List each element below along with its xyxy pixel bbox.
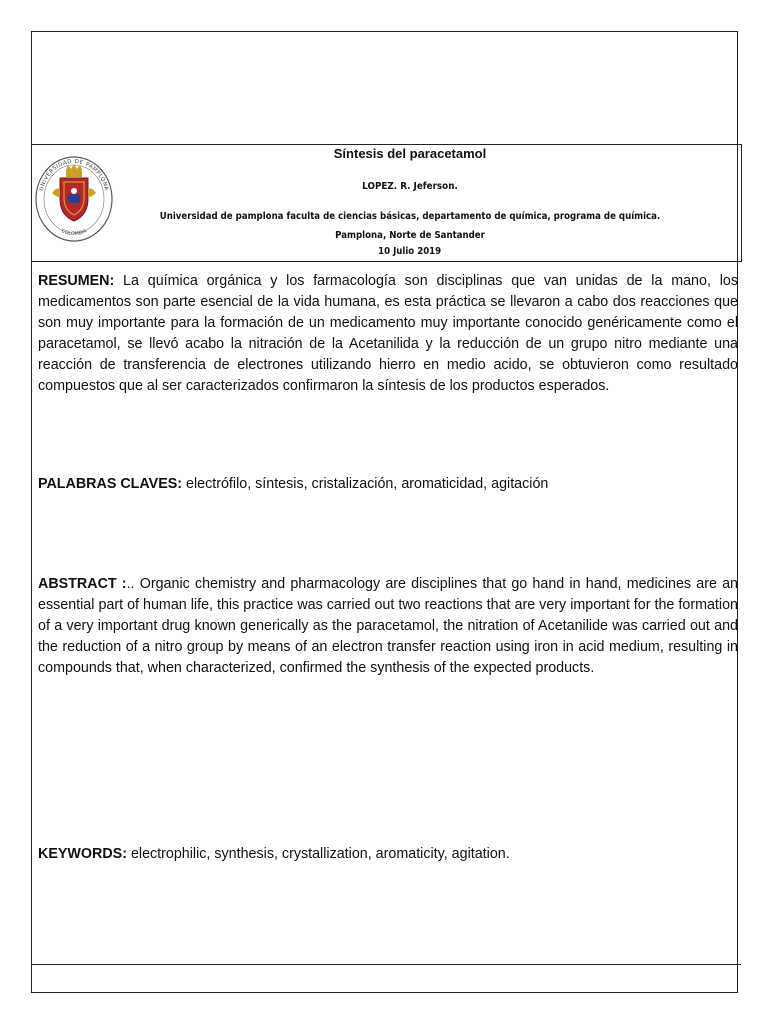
- author-name: LOPEZ. R. Jeferson.: [362, 181, 458, 192]
- keywords-paragraph: [38, 844, 738, 865]
- resumen-paragraph: [38, 271, 738, 397]
- keywords-text: electrophilic, synthesis, crystallization, aromaticity, agitation.: [126, 846, 510, 862]
- keywords-label: KEYWORDS:: [38, 846, 127, 862]
- paper-date: 10 Julio 2019: [378, 246, 442, 257]
- paper-title: Síntesis del paracetamol: [333, 146, 487, 161]
- affiliation-line-2: Pamplona, Norte de Santander: [335, 230, 485, 241]
- palabras-claves-paragraph: [38, 474, 738, 495]
- footer-divider: [31, 964, 741, 965]
- abstract-paragraph: [38, 574, 738, 679]
- palabras-claves-text: electrófilo, síntesis, cristalización, aromaticidad, agitación: [182, 476, 549, 492]
- abstract-text: .. Organic chemistry and pharmacology are disciplines that go hand in hand, medicines are an essential part of human life, this practice was carried out two reactions that are very important for the formation of a very important drug known generically as the paracetamol, the nitration of Acetanilide was carried out and the reduction of a nitro group by means of an electron transfer reaction using iron in acid medium, resulting in compounds that, when characterized, confirmed the synthesis of the expected products.: [38, 576, 738, 676]
- affiliation-line-1: Universidad de pamplona faculta de ciencias básicas, departamento de química, programa de química.: [159, 211, 661, 222]
- resumen-label: RESUMEN:: [38, 273, 115, 289]
- resumen-text: La química orgánica y los farmacología son disciplinas que van unidas de la mano, los medicamentos son parte esencial de la vida humana, es esta práctica se llevaron a cabo dos reacciones que son muy importante para la formación de un medicamento muy importante conocido genéricamente como el paracetamol, se llevó acabo la nitración de la Acetanilida y la reducción de un grupo nitro mediante una reacción de transferencia de electrones utilizando hierro en medio acido, se obtuvieron como resultado compuestos que al ser caracterizados confirmaron la síntesis de los productos esperados.: [38, 273, 738, 394]
- palabras-claves-label: PALABRAS CLAVES:: [38, 476, 183, 492]
- abstract-label: ABSTRACT :: [38, 576, 127, 592]
- svg-text:UNIVERSIDAD DE PAMPLONA: UNIVERSIDAD DE PAMPLONA: [38, 158, 110, 192]
- svg-text:COLOMBIA: COLOMBIA: [60, 228, 88, 238]
